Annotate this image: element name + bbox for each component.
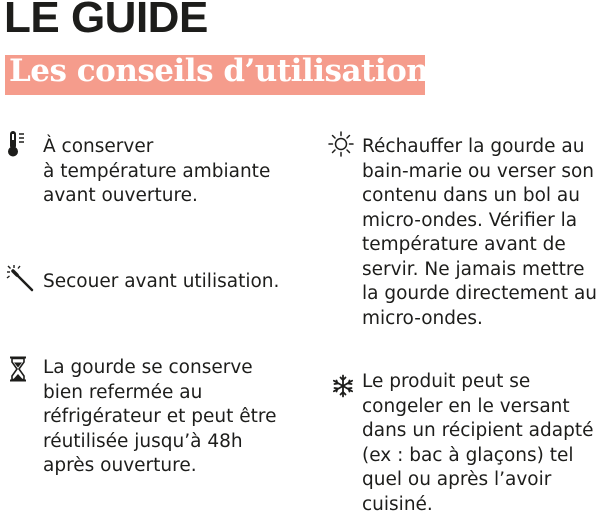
tip-heat-line: servir. Ne jamais mettre	[362, 258, 585, 280]
tip-conserve-line: À conserver	[43, 136, 154, 157]
tip-fridge-line: réfrigérateur et peut être	[43, 406, 277, 427]
tip-fridge-line: réutilisée jusqu’à 48h	[43, 430, 243, 452]
tip-heat-line: température avant de	[362, 234, 566, 255]
tip-heat-line: Réchauffer la gourde au	[362, 136, 585, 157]
tip-conserve	[43, 135, 270, 209]
guide-subtitle: Les conseils d’utilisation	[9, 53, 429, 89]
snowflake-icon	[331, 374, 355, 398]
tip-heat-line: contenu dans un bol au	[362, 185, 580, 206]
tip-heat-line: bain-marie ou verser son	[362, 160, 595, 182]
tip-heat	[362, 135, 597, 331]
tip-freeze-line: congeler en le versant	[362, 395, 570, 417]
hourglass-icon	[9, 356, 27, 382]
tip-shake	[43, 270, 279, 295]
tip-heat-line: micro-ondes. Vérifier la	[362, 209, 578, 231]
guide-title: LE GUIDE	[4, 0, 208, 42]
tip-freeze-line: Le produit peut se	[362, 371, 531, 392]
tip-fridge-line: La gourde se conserve	[43, 357, 253, 378]
tip-freeze-line: (ex : bac à glaçons) tel	[362, 444, 574, 466]
sun-icon	[327, 130, 355, 158]
shake-icon	[4, 263, 36, 293]
tip-fridge	[43, 356, 276, 479]
tip-fridge-line: après ouverture.	[43, 455, 197, 476]
tip-freeze	[362, 370, 593, 517]
tip-fridge-line: bien refermée au	[43, 381, 203, 403]
tip-heat-line: micro-ondes.	[362, 307, 483, 329]
tip-heat-line: la gourde directement au	[362, 283, 598, 304]
tip-freeze-line: dans un récipient adapté	[362, 420, 594, 441]
tip-shake-line: Secouer avant utilisation.	[43, 271, 280, 292]
tip-conserve-line: à température ambiante	[43, 160, 271, 182]
tip-conserve-line: avant ouverture.	[43, 185, 198, 206]
tip-freeze-line: cuisiné.	[362, 493, 433, 515]
tip-freeze-line: quel ou après l’avoir	[362, 469, 552, 490]
thermometer-icon	[6, 130, 28, 158]
